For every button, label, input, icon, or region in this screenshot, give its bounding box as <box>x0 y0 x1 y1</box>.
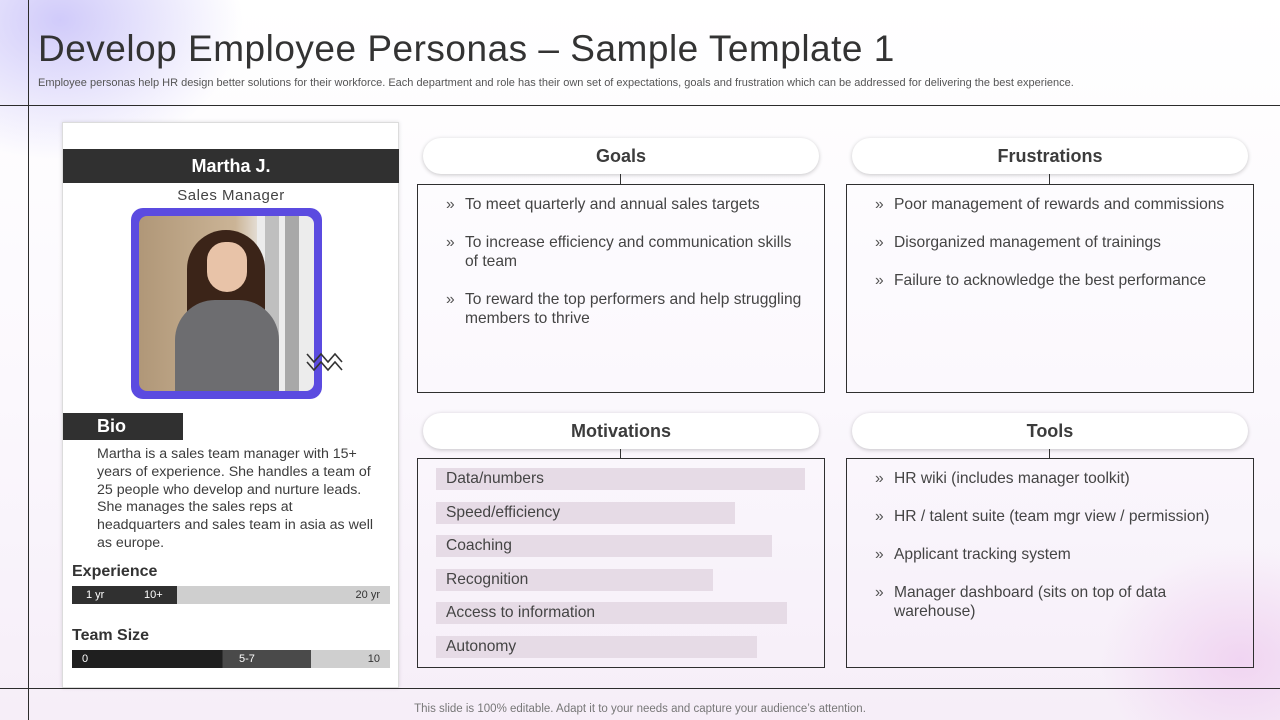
frustrations-list <box>875 195 1233 309</box>
list-item: » Poor management of rewards and commissions <box>875 195 1233 214</box>
team-size-bar-fill <box>72 650 311 668</box>
motivation-bar: Autonomy <box>436 636 757 658</box>
tools-panel <box>846 458 1254 668</box>
experience-max: 20 yr <box>355 589 380 601</box>
motivations-panel <box>417 458 825 668</box>
persona-photo <box>139 216 314 391</box>
team-size-value: 5-7 <box>239 653 255 665</box>
page-title: Develop Employee Personas – Sample Template 1 <box>38 28 895 69</box>
experience-min: 1 yr <box>86 589 105 601</box>
motivation-bar: Recognition <box>436 569 713 591</box>
persona-role: Sales Manager <box>177 187 285 204</box>
list-item: » HR wiki (includes manager toolkit) <box>875 469 1233 488</box>
motivations-heading: Motivations <box>423 413 819 449</box>
zigzag-decoration-icon <box>305 349 347 375</box>
persona-photo-frame <box>131 208 322 399</box>
motivation-bar: Speed/efficiency <box>436 502 735 524</box>
experience-bar <box>72 586 390 604</box>
experience-value: 10+ <box>144 589 163 601</box>
list-item: » Disorganized management of trainings <box>875 233 1233 252</box>
experience-label: Experience <box>72 563 158 580</box>
page-subtitle: Employee personas help HR design better solutions for their workforce. Each department and role has their own set of expectations, goals and frustration which can be addressed for delivering the best experience. <box>38 77 1074 89</box>
bio-label: Bio <box>63 413 183 440</box>
list-item: » To meet quarterly and annual sales targets <box>446 195 804 214</box>
goals-connector <box>620 174 621 184</box>
team-size-label: Team Size <box>72 627 150 644</box>
motivation-bar: Data/numbers <box>436 468 805 490</box>
persona-card <box>62 122 399 688</box>
list-item: » Applicant tracking system <box>875 545 1233 564</box>
team-size-min: 0 <box>82 653 89 665</box>
team-size-bar <box>72 650 390 668</box>
list-item: » To reward the top performers and help struggling members to thrive <box>446 290 804 328</box>
list-item: » Failure to acknowledge the best performance <box>875 271 1233 290</box>
motivation-bar: Coaching <box>436 535 772 557</box>
goals-heading: Goals <box>423 138 819 174</box>
frustrations-heading: Frustrations <box>852 138 1248 174</box>
tools-heading: Tools <box>852 413 1248 449</box>
tools-list <box>875 469 1233 640</box>
goals-list <box>446 195 804 347</box>
footer-note: This slide is 100% editable. Adapt it to your needs and capture your audience’s attention. <box>414 703 866 715</box>
frustrations-connector <box>1049 174 1050 184</box>
list-item: » To increase efficiency and communication skills of team <box>446 233 804 271</box>
goals-panel <box>417 184 825 393</box>
list-item: » Manager dashboard (sits on top of data warehouse) <box>875 583 1233 621</box>
persona-name: Martha J. <box>63 149 399 183</box>
header-divider <box>0 105 1280 106</box>
left-vertical-line <box>28 0 29 720</box>
bio-text: Martha is a sales team manager with 15+ years of experience. She handles a team of 25 people who develop and nurture leads. She manages the sales reps at headquarters and sales team in asia as well as europe. <box>97 446 374 551</box>
frustrations-panel <box>846 184 1254 393</box>
team-size-max: 10 <box>367 653 380 665</box>
motivation-bar: Access to information <box>436 602 787 624</box>
list-item: » HR / talent suite (team mgr view / permission) <box>875 507 1233 526</box>
footer-divider <box>0 688 1280 689</box>
